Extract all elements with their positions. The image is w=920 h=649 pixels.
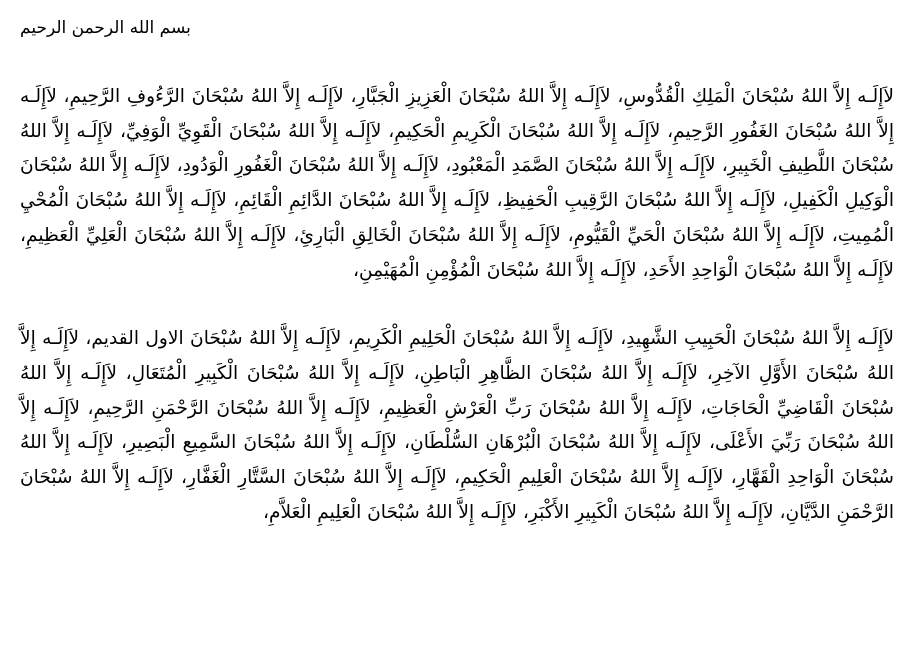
paragraph-1: لاَإِلَـه إِلاَّ اللهُ سُبْحَانَ الْمَلِكِ الْقُدُّوسِ، لاَإِلَـه إِلاَّ اللهُ سُبْحَانَ الْعَزِيزِ الْجَبَّارِ، لاَإِلَـه إِلاَّ اللهُ سُبْحَانَ الرَّءُوفِ الرَّحِيمِ، لاَإِلَـه إِلاَّ اللهُ سُبْحَانَ الغَفُورِ الرَّحِيمِ، لاَإِلَـه إِلاَّ اللهُ سُبْحَانَ الْكَرِيمِ الْحَكِيمِ، لاَإِلَـه إِلاَّ اللهُ سُبْحَانَ الْقَوِيِّ الْوَفِيِّ، لاَإِلَـه إِلاَّ اللهُ سُبْحَانَ اللَّطِيفِ الْخَبِيرِ، لاَإِلَـه إِلاَّ اللهُ سُبْحَانَ الصَّمَدِ الْمَعْبُودِ، لاَإِلَـه إِلاَّ اللهُ سُبْحَانَ الْغَفُورِ الْوَدُودِ، لاَإِلَـه إِلاَّ اللهُ سُبْحَانَ الْوَكِيلِ الْكَفِيلِ، لاَإِلَـه إِلاَّ اللهُ سُبْحَانَ الرَّقِيبِ الْحَفِيظِ، لاَإِلَـه إِلاَّ اللهُ سُبْحَانَ الدَّائِمِ الْقَائِمِ، لاَإِلَـه إِلاَّ اللهُ سُبْحَانَ الْمُحْيِ الْمُمِيتِ، لاَإِلَـه إِلاَّ اللهُ سُبْحَانَ الْحَيِّ الْقَيُّومِ، لاَإِلَـه إِلاَّ اللهُ سُبْحَانَ الْخَالِقِ الْبَارِئِ، لاَإِلَـه إِلاَّ اللهُ سُبْحَانَ الْعَلِيِّ الْعَظِيمِ، لاَإِلَـه إِلاَّ اللهُ سُبْحَانَ الْوَاحِدِ الأَحَدِ، لاَإِلَـه إِلاَّ اللهُ سُبْحَانَ الْمُؤْمِنِ الْمُهَيْمِنِ، — [20, 86, 894, 281]
basmala-text: بسم الله الرحمن الرحيم — [20, 18, 191, 38]
paragraph-2: لاَإِلَـه إِلاَّ اللهُ سُبْحَانَ الْحَبِيبِ الشَّهِيدِ، لاَإِلَـه إِلاَّ اللهُ سُبْحَانَ الْحَلِيمِ الْكَرِيمِ، لاَإِلَـه إِلاَّ اللهُ سُبْحَانَ الاول القديم، لاَإِلَـه إِلاَّ اللهُ سُبْحَانَ الأَوَّلِ الآخِرِ، لاَإِلَـه إِلاَّ اللهُ سُبْحَانَ الظَّاهِرِ الْبَاطِنِ، لاَإِلَـه إِلاَّ اللهُ سُبْحَانَ الْكَبِيرِ الْمُتَعَالِ، لاَإِلَـه إِلاَّ اللهُ سُبْحَانَ الْقَاضِيِّ الْحَاجَاتِ، لاَإِلَـه إِلاَّ اللهُ سُبْحَانَ رَبِّ الْعَرْشِ الْعَظِيمِ، لاَإِلَـه إِلاَّ اللهُ سُبْحَانَ الرَّحْمَنِ الرَّحِيمِ، لاَإِلَـه إِلاَّ اللهُ سُبْحَانَ رَبِّيَ الأَعْلَى، لاَإِلَـه إِلاَّ اللهُ سُبْحَانَ الْبُرْهَانِ السُّلْطَانِ، لاَإِلَـه إِلاَّ اللهُ سُبْحَانَ السَّمِيعِ الْبَصِيرِ، لاَإِلَـه إِلاَّ اللهُ سُبْحَانَ الْوَاحِدِ الْقَهَّارِ، لاَإِلَـه إِلاَّ اللهُ سُبْحَانَ الْعَلِيمِ الْحَكِيمِ، لاَإِلَـه إِلاَّ اللهُ سُبْحَانَ السَّتَّارِ الْغَفَّارِ، لاَإِلَـه إِلاَّ اللهُ سُبْحَانَ الرَّحْمَنِ الدَّيَّانِ، لاَإِلَـه إِلاَّ اللهُ سُبْحَانَ الْكَبِيرِ الأَكْبَرِ، لاَإِلَـه إِلاَّ اللهُ سُبْحَانَ الْعَلِيمِ الْعَلاَّمِ، — [20, 328, 894, 523]
basmala-heading — [20, 12, 894, 44]
